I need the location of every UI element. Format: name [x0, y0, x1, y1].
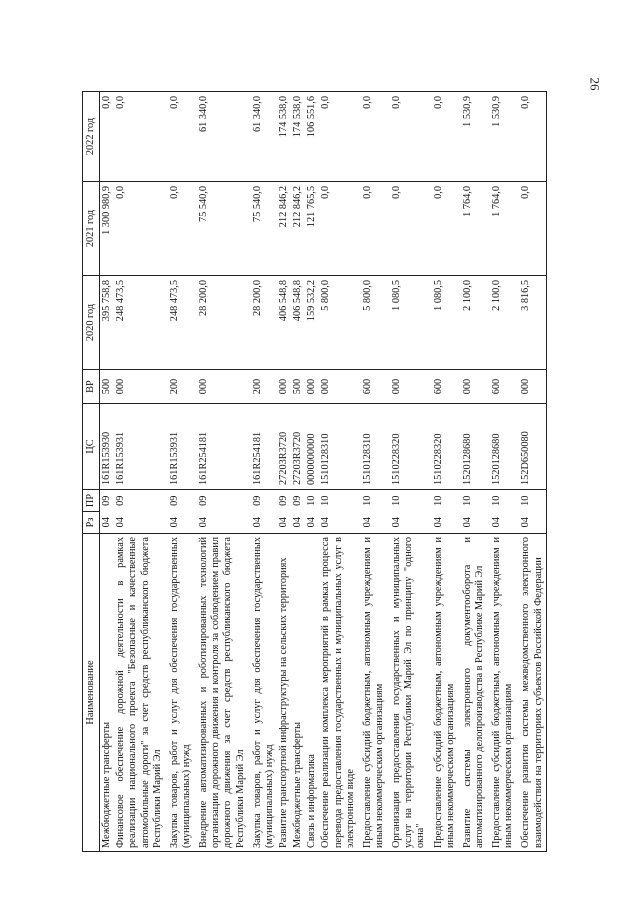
table-row [291, 92, 305, 852]
cell-rz: 04 [391, 517, 403, 528]
cell-rz: 04 [361, 517, 373, 528]
cell-cs: 1520128680 [487, 404, 516, 490]
cell-y2021: 75 540,0 [194, 182, 248, 276]
table-row [387, 92, 428, 852]
header-rz: Рз [83, 512, 100, 534]
cell-y2020: 2 100,0 [487, 276, 516, 370]
table-header-row [83, 92, 100, 852]
header-2022: 2022 год [83, 92, 100, 182]
cell-pr: 10 [429, 490, 458, 512]
cell-cs: 161R153931 [114, 404, 165, 490]
cell-y2022: 61 340,0 [248, 92, 277, 182]
table-row [114, 92, 165, 852]
budget-table [82, 91, 547, 852]
table-row [319, 92, 357, 852]
cell-cs: 1510128310 [358, 404, 387, 490]
cell-pr: 10 [358, 490, 387, 512]
cell-vr: 000 [114, 370, 165, 404]
cell-y2022: 1 530,9 [458, 92, 487, 182]
cell-name: Обеспечение реализации комплекса мероприятий в рамках процесса перевода предоставления государственных и муниципальных услуг в электронном виде [319, 534, 357, 852]
cell-name: Предоставление субсидий бюджетным, автономным учреждениям и иным некоммерческим организациям [429, 534, 458, 852]
cell-vr: 000 [516, 370, 546, 404]
cell-rz: 04 [491, 517, 503, 528]
cell-y2021: 121 765,5 [305, 182, 319, 276]
cell-cs: 161R153930 [100, 404, 115, 490]
cell-pr: 10 [305, 490, 319, 512]
cell-y2022: 0,0 [516, 92, 546, 182]
cell-vr: 000 [319, 370, 357, 404]
cell-cs: 1510128310 [319, 404, 357, 490]
cell-name: Финансовое обеспечение дорожной деятельности в рамках реализации национального проекта "Безопасные и качественные автомобильные дороги" за счет средств республиканского бюджета Республики Марий Эл [114, 534, 165, 852]
cell-y2020: 3 816,5 [516, 276, 546, 370]
cell-vr: 000 [194, 370, 248, 404]
table-row [165, 92, 194, 852]
cell-pr: 09 [248, 490, 277, 512]
cell-vr: 600 [358, 370, 387, 404]
header-name: Наименование [83, 534, 100, 852]
table-row [487, 92, 516, 852]
table-row [277, 92, 291, 852]
cell-y2021: 1 300 980,9 [100, 182, 115, 276]
cell-y2021: 75 540,0 [248, 182, 277, 276]
cell-name: Развитие транспортной инфраструктуры на сельских территориях [277, 534, 291, 852]
cell-vr: 200 [248, 370, 277, 404]
table-row [248, 92, 277, 852]
cell-y2022: 0,0 [114, 92, 165, 182]
cell-y2022: 0,0 [165, 92, 194, 182]
cell-y2021: 0,0 [516, 182, 546, 276]
cell-name: Обеспечение развития системы межведомственного электронного взаимодействия на территориях субъектов Российской Федерации [516, 534, 546, 852]
cell-pr: 10 [387, 490, 428, 512]
cell-pr: 10 [319, 490, 357, 512]
cell-y2020: 395 758,8 [100, 276, 115, 370]
cell-vr: 500 [291, 370, 305, 404]
cell-y2021: 0,0 [429, 182, 458, 276]
cell-pr: 09 [165, 490, 194, 512]
cell-y2021: 0,0 [387, 182, 428, 276]
cell-y2022: 0,0 [319, 92, 357, 182]
header-2020: 2020 год [83, 276, 100, 370]
table-row [305, 92, 319, 852]
cell-name: Связь и информатика [305, 534, 319, 852]
cell-y2020: 406 548,8 [277, 276, 291, 370]
cell-y2021: 1 764,0 [458, 182, 487, 276]
cell-y2021: 212 846,2 [277, 182, 291, 276]
cell-cs: 152D650080 [516, 404, 546, 490]
cell-y2022: 0,0 [358, 92, 387, 182]
cell-cs: 27203R3720 [291, 404, 305, 490]
cell-rz: 04 [115, 517, 127, 528]
cell-y2020: 28 200,0 [248, 276, 277, 370]
page-number: 26 [587, 77, 603, 91]
cell-y2020: 406 548,8 [291, 276, 305, 370]
cell-cs: 161R153931 [165, 404, 194, 490]
cell-rz: 04 [306, 517, 318, 528]
cell-y2021: 1 764,0 [487, 182, 516, 276]
cell-rz: 04 [432, 517, 444, 528]
cell-y2020: 248 473,5 [114, 276, 165, 370]
cell-rz: 04 [101, 517, 113, 528]
cell-y2022: 1 530,9 [487, 92, 516, 182]
cell-cs: 27203R3720 [277, 404, 291, 490]
cell-y2022: 174 538,0 [277, 92, 291, 182]
cell-name: Закупка товаров, работ и услуг для обеспечения государственных (муниципальных) нужд [165, 534, 194, 852]
cell-cs: 161R254181 [248, 404, 277, 490]
cell-y2020: 1 080,5 [387, 276, 428, 370]
cell-y2022: 0,0 [387, 92, 428, 182]
cell-pr: 10 [516, 490, 546, 512]
cell-vr: 600 [487, 370, 516, 404]
cell-name: Межбюджетные трансферты [291, 534, 305, 852]
cell-y2021: 0,0 [358, 182, 387, 276]
cell-y2022: 0,0 [100, 92, 115, 182]
header-cs: ЦС [83, 404, 100, 490]
cell-cs: 1520128680 [458, 404, 487, 490]
cell-vr: 000 [458, 370, 487, 404]
cell-rz: 04 [251, 517, 263, 528]
header-2021: 2021 год [83, 182, 100, 276]
cell-pr: 09 [277, 490, 291, 512]
cell-y2020: 5 800,0 [319, 276, 357, 370]
cell-vr: 000 [277, 370, 291, 404]
table-row [429, 92, 458, 852]
cell-y2020: 5 800,0 [358, 276, 387, 370]
cell-y2020: 28 200,0 [194, 276, 248, 370]
table-row [358, 92, 387, 852]
cell-name: Предоставление субсидий бюджетным, автономным учреждениям и иным некоммерческим организациям [358, 534, 387, 852]
cell-y2021: 212 846,2 [291, 182, 305, 276]
cell-vr: 000 [387, 370, 428, 404]
cell-cs: 161R254181 [194, 404, 248, 490]
cell-y2020: 2 100,0 [458, 276, 487, 370]
cell-name: Межбюджетные трансферты [100, 534, 115, 852]
table-row [194, 92, 248, 852]
cell-rz: 04 [168, 517, 180, 528]
cell-pr: 09 [194, 490, 248, 512]
header-pr: ПР [83, 490, 100, 512]
cell-rz: 04 [320, 517, 332, 528]
cell-name: Внедрение автоматизированных и роботизированных технологий организации дорожного движения и контроля за соблюдением правил дорожного движения за счет средств республиканского бюджета Республики Марий Эл [194, 534, 248, 852]
cell-rz: 04 [292, 517, 304, 528]
cell-pr: 10 [487, 490, 516, 512]
header-vr: ВР [83, 370, 100, 404]
cell-name: Предоставление субсидий бюджетным, автономным учреждениям и иным некоммерческим организациям [487, 534, 516, 852]
cell-cs: 0000000000 [305, 404, 319, 490]
cell-y2022: 0,0 [429, 92, 458, 182]
table-row [458, 92, 487, 852]
cell-y2022: 61 340,0 [194, 92, 248, 182]
cell-y2021: 0,0 [114, 182, 165, 276]
cell-cs: 1510228320 [429, 404, 458, 490]
cell-vr: 500 [100, 370, 115, 404]
table-body [100, 92, 547, 852]
cell-rz: 04 [461, 517, 473, 528]
cell-pr: 09 [114, 490, 165, 512]
cell-y2020: 159 532,2 [305, 276, 319, 370]
cell-y2021: 0,0 [319, 182, 357, 276]
cell-rz: 04 [277, 517, 289, 528]
cell-pr: 09 [100, 490, 115, 512]
table-row [516, 92, 546, 852]
cell-name: Развитие системы электронного документооборота и автоматизированного делопроизводства в Республике Марий Эл [458, 534, 487, 852]
cell-y2022: 174 538,0 [291, 92, 305, 182]
cell-y2022: 106 551,6 [305, 92, 319, 182]
cell-name: Организация предоставления государственных и муниципальных услуг на территории Республики Марий Эл по принципу "одного окна" [387, 534, 428, 852]
cell-name: Закупка товаров, работ и услуг для обеспечения государственных (муниципальных) нужд [248, 534, 277, 852]
cell-rz: 04 [198, 517, 210, 528]
cell-y2020: 1 080,5 [429, 276, 458, 370]
table-row [100, 92, 115, 852]
cell-vr: 600 [429, 370, 458, 404]
cell-rz: 04 [516, 512, 546, 534]
cell-pr: 09 [291, 490, 305, 512]
rotated-table-page [82, 92, 587, 852]
cell-vr: 000 [305, 370, 319, 404]
cell-pr: 10 [458, 490, 487, 512]
cell-y2021: 0,0 [165, 182, 194, 276]
cell-cs: 1510228320 [387, 404, 428, 490]
cell-y2020: 248 473,5 [165, 276, 194, 370]
cell-vr: 200 [165, 370, 194, 404]
